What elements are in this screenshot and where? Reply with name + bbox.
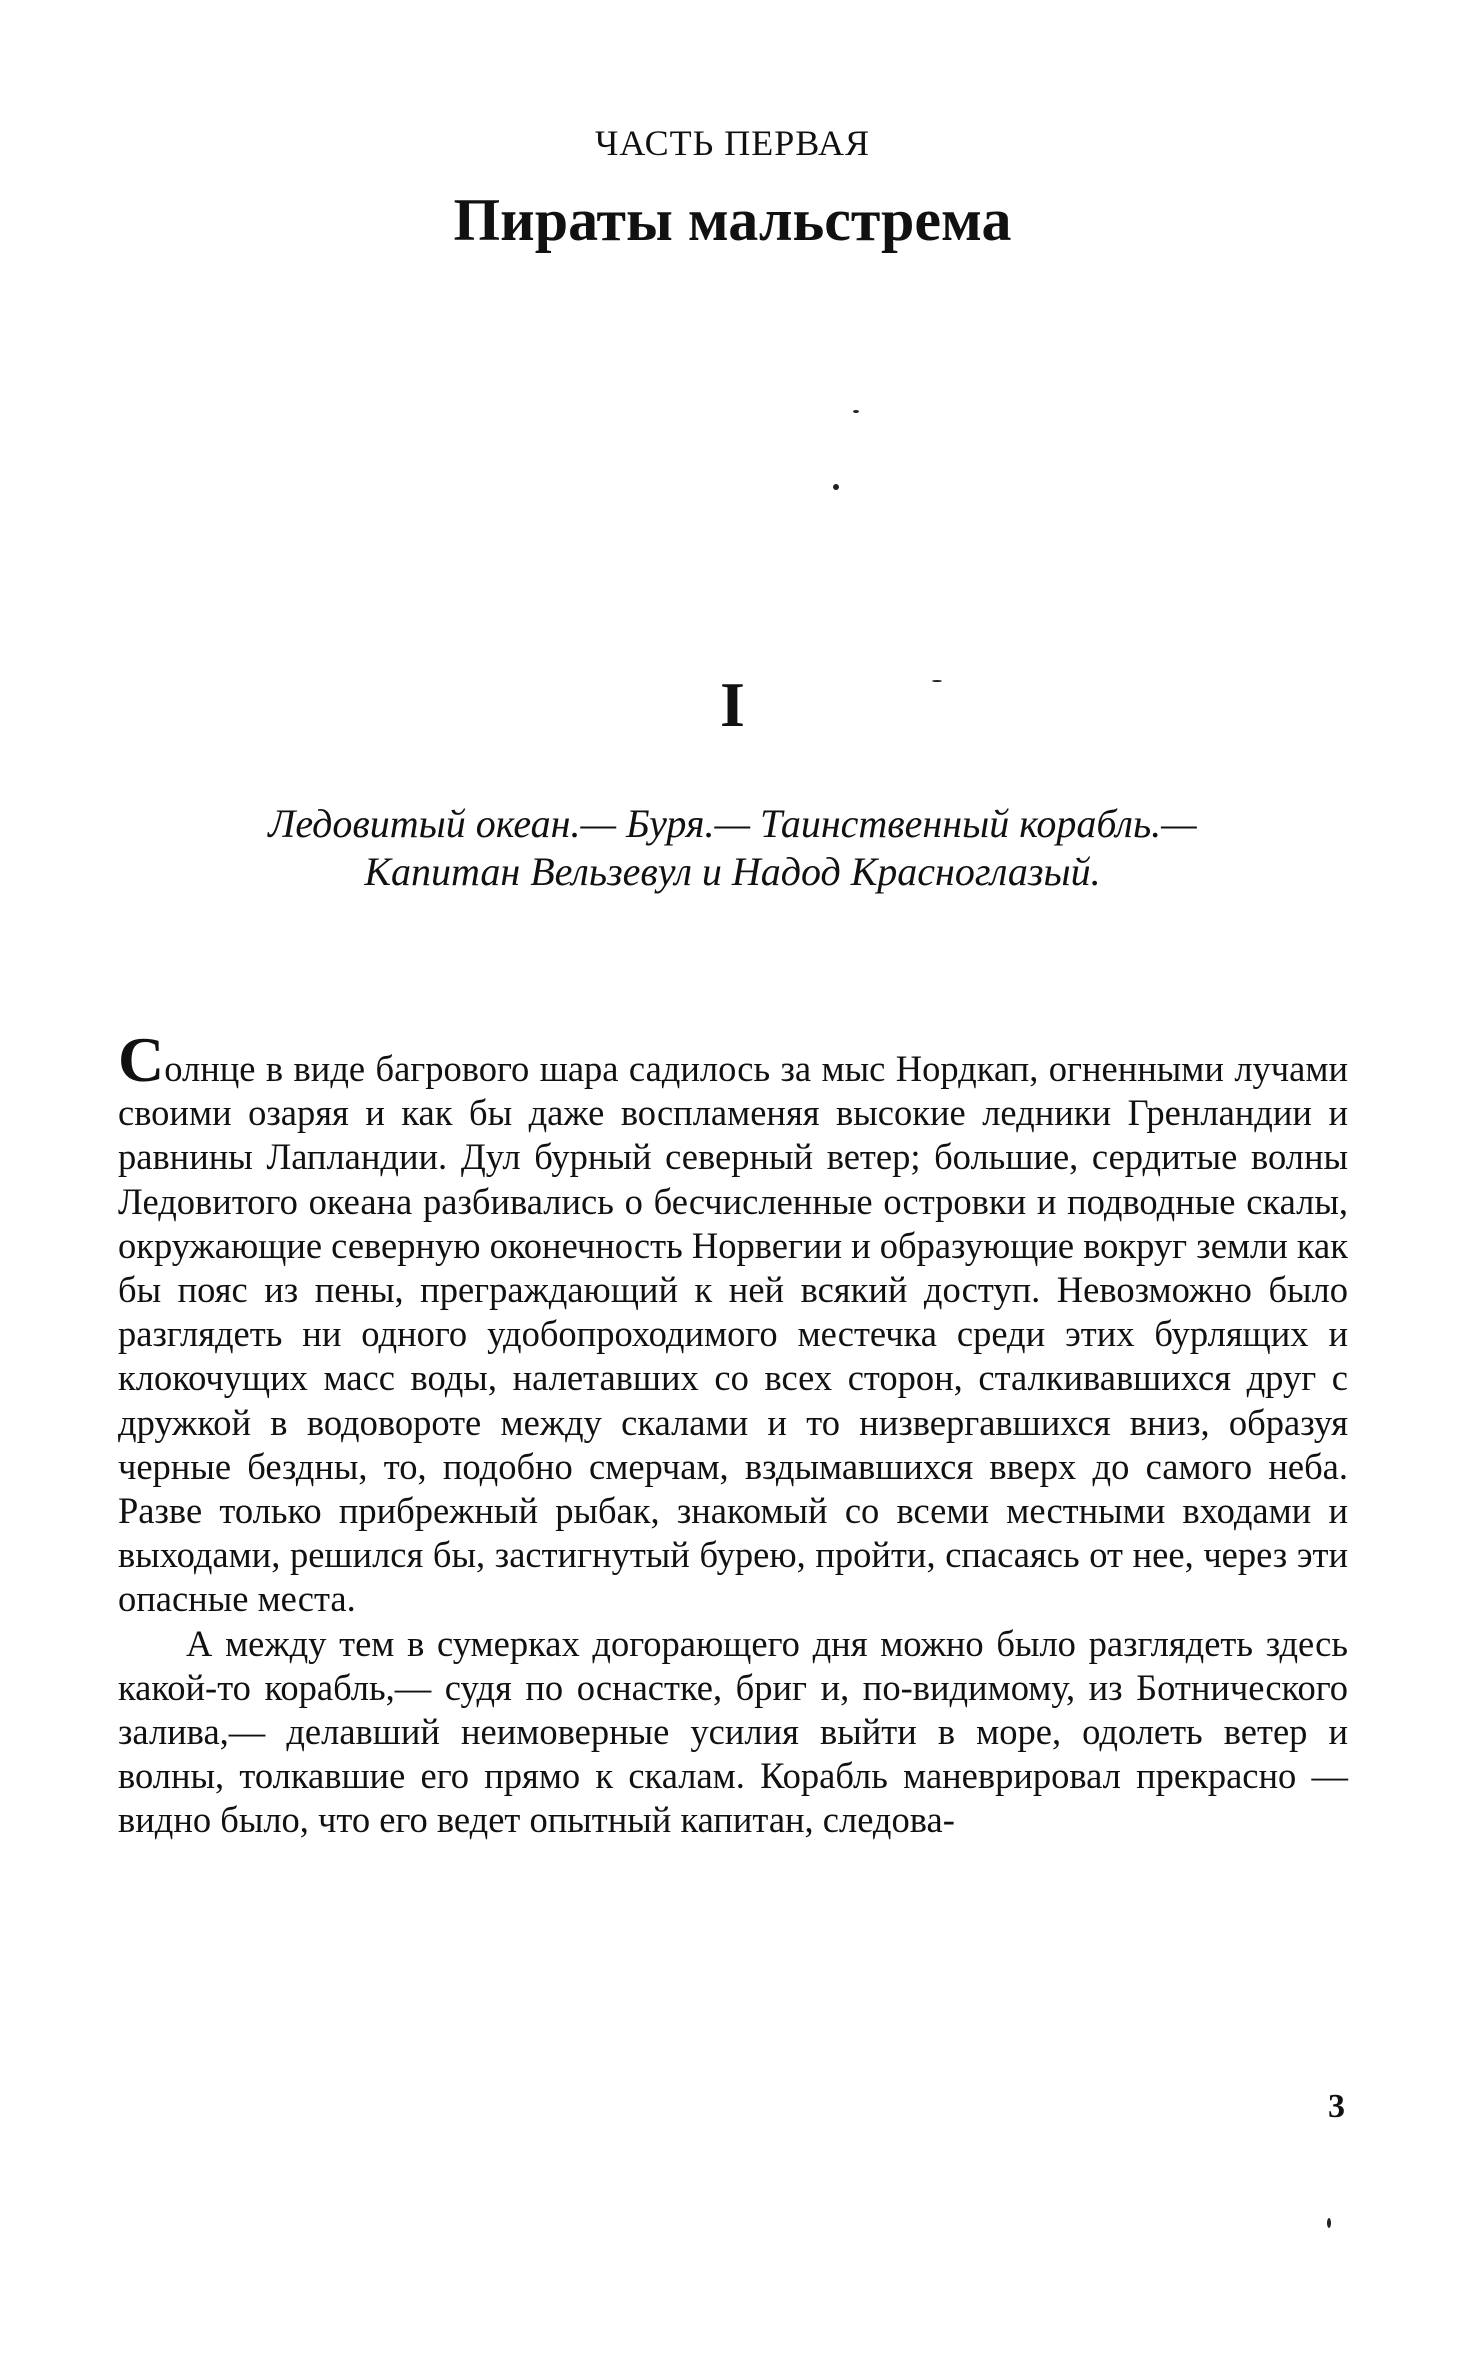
page-number: 3 [1328,2088,1345,2125]
drop-cap: С [118,1024,165,1095]
scan-speck [1327,2218,1331,2228]
paragraph-1-text: олнце в виде багрового шара садилось за мыс Нордкап, огненными лучами своими озаряя и как бы даже воспламеняя высокие ледники Гренландии и равнины Лапландии. Дул бурный северный ветер; большие, сердитые волны Ледовитого океана разбивались о бесчисленные островки и подводные скалы, окружающие северную оконечность Норвегии и образующие вокруг земли как бы пояс из пены, преграждающий к ней всякий доступ. Невозможно было разглядеть ни одного удобопроходимого местечка среди этих бурлящих и клокочущих масс воды, налетавших со всех сторон, сталкивавшихся друг с дружкой в водовороте между скалами и то низвергавшихся вниз, образуя черные бездны, то, подобно смерчам, вздымавшихся вверх до самого неба. Разве только прибрежный рыбак, знакомый со всеми местными входами и выходами, решился бы, застигнутый бурею, пройти, спасаясь от нее, через эти опасные места. [118,1048,1348,1620]
scan-speck [853,410,859,413]
chapter-number: I [720,669,745,740]
body-text [118,1024,1348,1843]
scan-speck [932,680,942,682]
paragraph-1 [118,1024,1348,1622]
paragraph-2: А между тем в сумерках догорающего дня можно было разглядеть здесь какой-то корабль,— судя по оснастке, бриг и, по-видимому, из Ботнического залива,— делавший неимоверные усилия выйти в море, одолеть ветер и волны, толкавшие его прямо к скалам. Корабль маневрировал прекрасно — видно было, что его ведет опытный капитан, следова- [118,1622,1348,1841]
part-label: ЧАСТЬ ПЕРВАЯ [594,123,871,163]
part-title: Пираты мальстрема [453,187,1012,253]
scan-speck [833,484,839,490]
chapter-summary: Ледовитый океан.— Буря.— Таинственный корабль.— Капитан Вельзевул и Надод Красноглазый. [268,801,1197,894]
